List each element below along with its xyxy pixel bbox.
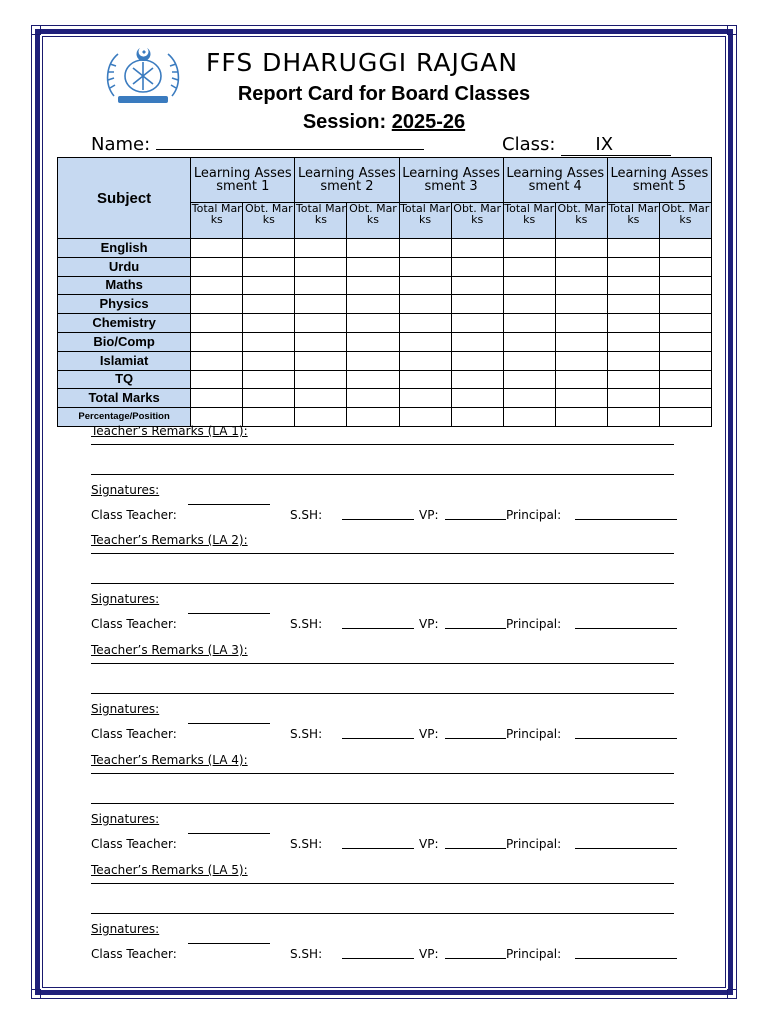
- class-label: Class:: [502, 134, 556, 155]
- marks-cell[interactable]: [347, 276, 399, 295]
- ssh-label: S.SH:: [290, 508, 323, 522]
- subject-name: Chemistry: [58, 314, 191, 333]
- marks-cell[interactable]: [347, 257, 399, 276]
- marks-cell[interactable]: [451, 239, 503, 258]
- marks-cell[interactable]: [399, 239, 451, 258]
- marks-cell[interactable]: [607, 276, 659, 295]
- marks-cell[interactable]: [503, 295, 555, 314]
- marks-cell[interactable]: [347, 370, 399, 389]
- marks-cell[interactable]: [295, 314, 347, 333]
- marks-cell[interactable]: [295, 332, 347, 351]
- vp-label: VP:: [419, 837, 439, 851]
- marks-cell[interactable]: [659, 239, 711, 258]
- assessment-header: Learning Assessment 5: [607, 158, 711, 203]
- ssh-label: S.SH:: [290, 947, 323, 961]
- marks-cell[interactable]: [191, 257, 243, 276]
- name-label: Name:: [91, 134, 151, 155]
- session-value: 2025-26: [391, 111, 466, 133]
- marks-cell[interactable]: [555, 314, 607, 333]
- remarks-line[interactable]: [91, 803, 674, 804]
- marks-cell[interactable]: [243, 314, 295, 333]
- subject-header: Subject: [58, 158, 191, 239]
- assessment-header: Learning Assessment 3: [399, 158, 503, 203]
- marks-cell[interactable]: [607, 389, 659, 408]
- marks-cell[interactable]: [451, 370, 503, 389]
- subject-name: TQ: [58, 370, 191, 389]
- marks-cell[interactable]: [503, 314, 555, 333]
- ssh-label: S.SH:: [290, 727, 323, 741]
- marks-cell[interactable]: [191, 239, 243, 258]
- remarks-line[interactable]: [91, 693, 674, 694]
- remarks-title: Teacher’s Remarks (LA 2):: [91, 533, 248, 547]
- marks-cell[interactable]: [399, 314, 451, 333]
- vp-sign-line[interactable]: [445, 958, 506, 959]
- marks-cell[interactable]: [555, 276, 607, 295]
- class-teacher-label: Class Teacher:: [91, 617, 177, 631]
- corner-ornament-br: [727, 989, 737, 999]
- remarks-line[interactable]: [91, 883, 674, 884]
- marks-cell[interactable]: [295, 370, 347, 389]
- table-row: [58, 276, 712, 295]
- marks-cell[interactable]: [347, 389, 399, 408]
- principal-label: Principal:: [506, 837, 562, 851]
- percentage-position-label: Percentage/Position: [58, 408, 191, 427]
- marks-cell[interactable]: [607, 314, 659, 333]
- ssh-sign-line[interactable]: [342, 628, 414, 629]
- principal-label: Principal:: [506, 947, 562, 961]
- marks-cell[interactable]: [295, 351, 347, 370]
- marks-cell[interactable]: [451, 408, 503, 427]
- marks-cell[interactable]: [191, 314, 243, 333]
- vp-sign-line[interactable]: [445, 848, 506, 849]
- principal-sign-line[interactable]: [575, 958, 677, 959]
- signatures-title: Signatures:: [91, 922, 160, 936]
- marks-cell[interactable]: [659, 314, 711, 333]
- class-teacher-label: Class Teacher:: [91, 508, 177, 522]
- marks-cell[interactable]: [607, 239, 659, 258]
- student-class-field: [502, 134, 671, 156]
- class-teacher-label: Class Teacher:: [91, 837, 177, 851]
- marks-cell[interactable]: [191, 351, 243, 370]
- remarks-title: Teacher’s Remarks (LA 4):: [91, 753, 248, 767]
- obt-marks-header: Obt. Marks: [451, 203, 503, 239]
- subject-name: Islamiat: [58, 351, 191, 370]
- principal-sign-line[interactable]: [575, 848, 677, 849]
- marks-cell[interactable]: [503, 332, 555, 351]
- marks-cell[interactable]: [659, 276, 711, 295]
- signature-row: [91, 947, 681, 963]
- signature-row: [91, 617, 681, 633]
- total-marks-header: Total Marks: [399, 203, 451, 239]
- vp-sign-line[interactable]: [445, 738, 506, 739]
- remarks-title: Teacher’s Remarks (LA 5):: [91, 863, 248, 877]
- remarks-line[interactable]: [91, 583, 674, 584]
- student-name-field: [91, 134, 424, 155]
- marks-cell[interactable]: [555, 257, 607, 276]
- vp-label: VP:: [419, 947, 439, 961]
- table-row: [58, 389, 712, 408]
- marks-cell[interactable]: [451, 295, 503, 314]
- table-row: [58, 295, 712, 314]
- school-name: FFS DHARUGGI RAJGAN: [206, 48, 519, 77]
- marks-cell[interactable]: [399, 389, 451, 408]
- marks-cell[interactable]: [607, 351, 659, 370]
- signatures-title: Signatures:: [91, 702, 160, 716]
- marks-cell[interactable]: [503, 276, 555, 295]
- marks-cell[interactable]: [399, 370, 451, 389]
- corner-ornament-tr: [727, 25, 737, 35]
- marks-cell[interactable]: [243, 351, 295, 370]
- marks-cell[interactable]: [191, 276, 243, 295]
- table-row: [58, 257, 712, 276]
- total-marks-header: Total Marks: [295, 203, 347, 239]
- class-value[interactable]: IX: [561, 134, 671, 156]
- class-teacher-sign-line[interactable]: [188, 723, 270, 724]
- ssh-label: S.SH:: [290, 837, 323, 851]
- marks-cell[interactable]: [607, 370, 659, 389]
- principal-label: Principal:: [506, 508, 562, 522]
- class-teacher-label: Class Teacher:: [91, 947, 177, 961]
- marks-cell[interactable]: [451, 257, 503, 276]
- class-teacher-sign-line[interactable]: [188, 833, 270, 834]
- marks-cell[interactable]: [503, 257, 555, 276]
- marks-cell[interactable]: [555, 332, 607, 351]
- marks-cell[interactable]: [243, 239, 295, 258]
- remarks-line[interactable]: [91, 913, 674, 914]
- marks-cell[interactable]: [555, 351, 607, 370]
- remarks-line[interactable]: [91, 663, 674, 664]
- signature-row: [91, 727, 681, 743]
- class-teacher-label: Class Teacher:: [91, 727, 177, 741]
- subject-name: Bio/Comp: [58, 332, 191, 351]
- table-row: [58, 239, 712, 258]
- class-teacher-sign-line[interactable]: [188, 943, 270, 944]
- marks-cell[interactable]: [399, 351, 451, 370]
- obt-marks-header: Obt. Marks: [243, 203, 295, 239]
- remarks-title: Teacher’s Remarks (LA 3):: [91, 643, 248, 657]
- marks-cell[interactable]: [555, 370, 607, 389]
- principal-sign-line[interactable]: [575, 628, 677, 629]
- class-teacher-sign-line[interactable]: [188, 504, 270, 505]
- corner-ornament-bl: [31, 989, 41, 999]
- table-row: [58, 351, 712, 370]
- report-title: Report Card for Board Classes: [237, 83, 531, 105]
- name-blank-line[interactable]: [156, 135, 424, 150]
- session-label: Session:: [302, 111, 392, 133]
- marks-table: [57, 157, 712, 427]
- marks-cell[interactable]: [503, 408, 555, 427]
- table-row: [58, 332, 712, 351]
- marks-cell[interactable]: [451, 389, 503, 408]
- marks-cell[interactable]: [347, 332, 399, 351]
- ssh-sign-line[interactable]: [342, 848, 414, 849]
- principal-label: Principal:: [506, 727, 562, 741]
- marks-cell[interactable]: [399, 332, 451, 351]
- obt-marks-header: Obt. Marks: [659, 203, 711, 239]
- marks-cell[interactable]: [243, 295, 295, 314]
- marks-cell[interactable]: [243, 276, 295, 295]
- corner-ornament-tl: [31, 25, 41, 35]
- marks-cell[interactable]: [607, 332, 659, 351]
- remarks-line[interactable]: [91, 553, 674, 554]
- subject-name: English: [58, 239, 191, 258]
- obt-marks-header: Obt. Marks: [347, 203, 399, 239]
- ssh-sign-line[interactable]: [342, 958, 414, 959]
- marks-cell[interactable]: [659, 351, 711, 370]
- marks-cell[interactable]: [451, 332, 503, 351]
- subject-name: Urdu: [58, 257, 191, 276]
- table-row: [58, 370, 712, 389]
- marks-cell[interactable]: [191, 332, 243, 351]
- marks-cell[interactable]: [451, 276, 503, 295]
- signature-row: [91, 508, 681, 524]
- marks-cell[interactable]: [503, 389, 555, 408]
- total-marks-header: Total Marks: [607, 203, 659, 239]
- marks-cell[interactable]: [295, 389, 347, 408]
- marks-cell[interactable]: [555, 239, 607, 258]
- ssh-label: S.SH:: [290, 617, 323, 631]
- remarks-line[interactable]: [91, 474, 674, 475]
- obt-marks-header: Obt. Marks: [555, 203, 607, 239]
- ssh-sign-line[interactable]: [342, 519, 414, 520]
- marks-cell[interactable]: [191, 295, 243, 314]
- subject-name: Physics: [58, 295, 191, 314]
- signatures-title: Signatures:: [91, 812, 160, 826]
- total-marks-header: Total Marks: [191, 203, 243, 239]
- total-marks-header: Total Marks: [503, 203, 555, 239]
- marks-cell[interactable]: [607, 295, 659, 314]
- marks-cell[interactable]: [347, 239, 399, 258]
- marks-cell[interactable]: [503, 351, 555, 370]
- marks-cell[interactable]: [347, 295, 399, 314]
- principal-sign-line[interactable]: [575, 738, 677, 739]
- marks-cell[interactable]: [503, 370, 555, 389]
- marks-cell[interactable]: [243, 408, 295, 427]
- marks-cell[interactable]: [503, 239, 555, 258]
- marks-cell[interactable]: [555, 295, 607, 314]
- table-row: [58, 314, 712, 333]
- vp-sign-line[interactable]: [445, 628, 506, 629]
- marks-cell[interactable]: [295, 239, 347, 258]
- signatures-title: Signatures:: [91, 592, 160, 606]
- signatures-title: Signatures:: [91, 483, 160, 497]
- marks-cell[interactable]: [295, 276, 347, 295]
- assessment-header: Learning Assessment 2: [295, 158, 399, 203]
- marks-cell[interactable]: [399, 295, 451, 314]
- marks-cell[interactable]: [243, 257, 295, 276]
- vp-label: VP:: [419, 617, 439, 631]
- marks-cell[interactable]: [659, 332, 711, 351]
- marks-cell[interactable]: [243, 332, 295, 351]
- marks-cell[interactable]: [295, 295, 347, 314]
- total-marks-label: Total Marks: [58, 389, 191, 408]
- marks-cell[interactable]: [607, 257, 659, 276]
- vp-label: VP:: [419, 508, 439, 522]
- marks-cell[interactable]: [659, 389, 711, 408]
- class-teacher-sign-line[interactable]: [188, 613, 270, 614]
- signature-row: [91, 837, 681, 853]
- remarks-title: Teacher’s Remarks (LA 1):: [91, 424, 248, 438]
- marks-cell[interactable]: [659, 257, 711, 276]
- marks-cell[interactable]: [607, 408, 659, 427]
- marks-cell[interactable]: [191, 370, 243, 389]
- assessment-header: Learning Assessment 4: [503, 158, 607, 203]
- marks-cell[interactable]: [555, 389, 607, 408]
- marks-cell[interactable]: [347, 314, 399, 333]
- assessment-header: Learning Assessment 1: [191, 158, 295, 203]
- vp-label: VP:: [419, 727, 439, 741]
- marks-cell[interactable]: [191, 389, 243, 408]
- ssh-sign-line[interactable]: [342, 738, 414, 739]
- marks-cell[interactable]: [243, 389, 295, 408]
- marks-cell[interactable]: [347, 351, 399, 370]
- marks-cell[interactable]: [659, 295, 711, 314]
- marks-cell[interactable]: [659, 408, 711, 427]
- vp-sign-line[interactable]: [445, 519, 506, 520]
- marks-cell[interactable]: [295, 408, 347, 427]
- marks-cell[interactable]: [295, 257, 347, 276]
- subject-name: Maths: [58, 276, 191, 295]
- marks-cell[interactable]: [451, 314, 503, 333]
- marks-cell[interactable]: [399, 276, 451, 295]
- marks-cell[interactable]: [243, 370, 295, 389]
- marks-cell[interactable]: [555, 408, 607, 427]
- marks-cell[interactable]: [451, 351, 503, 370]
- marks-cell[interactable]: [347, 408, 399, 427]
- marks-cell[interactable]: [399, 257, 451, 276]
- principal-label: Principal:: [506, 617, 562, 631]
- remarks-line[interactable]: [91, 444, 674, 445]
- session-line: [0, 111, 768, 134]
- marks-cell[interactable]: [399, 408, 451, 427]
- remarks-line[interactable]: [91, 773, 674, 774]
- marks-cell[interactable]: [659, 370, 711, 389]
- principal-sign-line[interactable]: [575, 519, 677, 520]
